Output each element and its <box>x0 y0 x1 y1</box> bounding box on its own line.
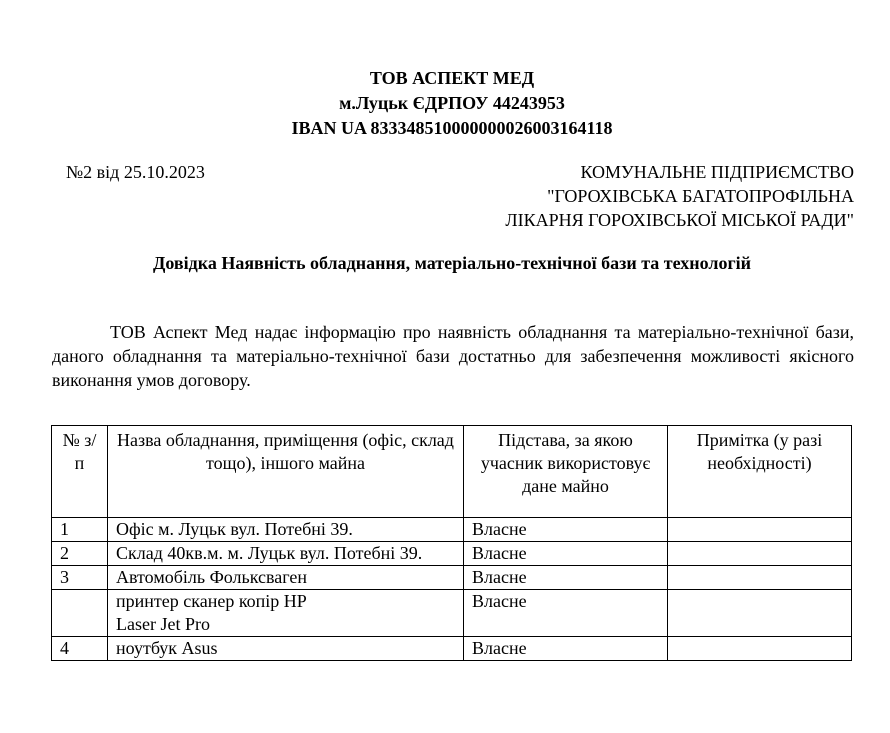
row-name-line-1: принтер сканер копір HP <box>116 591 307 611</box>
row-basis: Власне <box>464 518 668 542</box>
row-note <box>668 566 852 590</box>
company-iban: IBAN UA 833348510000000026003164118 <box>291 118 613 138</box>
document-title: Довідка Наявність обладнання, матеріально-технічної бази та технологій <box>152 253 752 273</box>
row-note <box>668 590 852 637</box>
table-header-row <box>52 426 852 518</box>
row-name: Офіс м. Луцьк вул. Потебні 39. <box>108 518 464 542</box>
row-basis: Власне <box>464 590 668 637</box>
row-name <box>108 590 464 637</box>
table-row <box>52 566 852 590</box>
recipient-block <box>505 160 854 232</box>
table-row <box>52 518 852 542</box>
row-note <box>668 518 852 542</box>
recipient-line-3: ЛІКАРНЯ ГОРОХІВСЬКОЇ МІСЬКОЇ РАДИ" <box>505 210 854 230</box>
table-row <box>52 637 852 661</box>
recipient-line-1: КОМУНАЛЬНЕ ПІДПРИЄМСТВО <box>580 162 854 182</box>
row-name: ноутбук Asus <box>108 637 464 661</box>
row-basis: Власне <box>464 542 668 566</box>
recipient-line-2: "ГОРОХІВСЬКА БАГАТОПРОФІЛЬНА <box>547 186 854 206</box>
equipment-table <box>51 425 852 661</box>
row-basis: Власне <box>464 637 668 661</box>
row-num: 2 <box>52 542 108 566</box>
table-row <box>52 542 852 566</box>
row-name: Автомобіль Фольксваген <box>108 566 464 590</box>
company-city-edrpou: м.Луцьк ЄДРПОУ 44243953 <box>339 93 565 113</box>
header-name: Назва обладнання, приміщення (офіс, склад тощо), іншого майна <box>108 426 464 518</box>
header-num: № з/п <box>52 426 108 518</box>
row-num: 1 <box>52 518 108 542</box>
row-num <box>52 590 108 637</box>
table-row <box>52 590 852 637</box>
intro-paragraph: ТОВ Аспект Мед надає інформацію про наявність обладнання та матеріально-технічної бази, даного обладнання та матеріально-технічної бази достатньо для забезпечення можливості якісного виконання умов договору. <box>52 322 854 390</box>
row-basis: Власне <box>464 566 668 590</box>
row-note <box>668 542 852 566</box>
row-name-line-2: Laser Jet Pro <box>116 614 210 634</box>
row-num: 3 <box>52 566 108 590</box>
row-note <box>668 637 852 661</box>
header-note: Примітка (у разі необхідності) <box>668 426 852 518</box>
header-basis: Підстава, за якою учасник використовує дане майно <box>464 426 668 518</box>
document-number-date: №2 від 25.10.2023 <box>66 162 205 182</box>
row-name: Склад 40кв.м. м. Луцьк вул. Потебні 39. <box>108 542 464 566</box>
row-num: 4 <box>52 637 108 661</box>
company-name: ТОВ АСПЕКТ МЕД <box>369 68 535 88</box>
company-header <box>0 66 890 141</box>
